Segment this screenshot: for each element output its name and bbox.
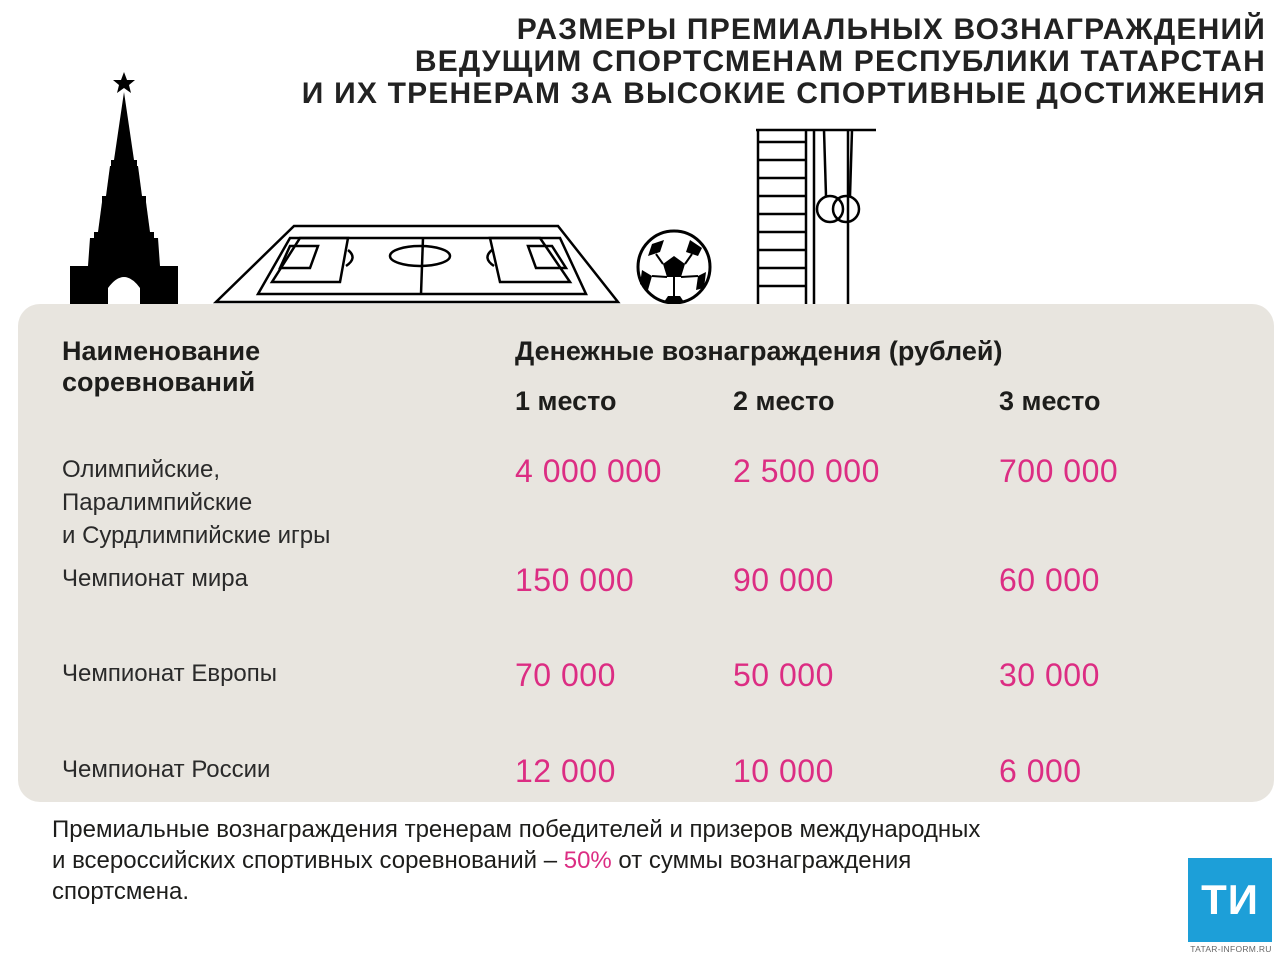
value-russia-2: 10 000 bbox=[733, 753, 834, 789]
wall-bars-rings-icon bbox=[756, 130, 876, 304]
logo-url: TATAR-INFORM.RU bbox=[1190, 944, 1272, 954]
soccer-ball-icon bbox=[638, 231, 710, 303]
value-europe-3: 30 000 bbox=[999, 657, 1100, 693]
value-olympics-1: 4 000 000 bbox=[515, 453, 662, 489]
row-name-world: Чемпионат мира bbox=[62, 565, 248, 592]
value-russia-1: 12 000 bbox=[515, 753, 616, 789]
tatar-inform-logo: ТИ bbox=[1188, 858, 1272, 942]
row-name-russia: Чемпионат России bbox=[62, 756, 271, 783]
header-competition-name: Наименование соревнований bbox=[62, 336, 261, 397]
value-olympics-3: 700 000 bbox=[999, 453, 1119, 489]
value-world-2: 90 000 bbox=[733, 562, 834, 598]
header-place-1: 1 место bbox=[515, 386, 617, 416]
title-line-3: И ИХ ТРЕНЕРАМ ЗА ВЫСОКИЕ СПОРТИВНЫЕ ДОСТИЖЕНИЯ bbox=[301, 77, 1266, 110]
value-world-1: 150 000 bbox=[515, 562, 635, 598]
header-place-2: 2 место bbox=[733, 386, 835, 416]
value-olympics-2: 2 500 000 bbox=[733, 453, 880, 489]
value-world-3: 60 000 bbox=[999, 562, 1100, 598]
header-place-3: 3 место bbox=[999, 386, 1101, 416]
title-line-1: РАЗМЕРЫ ПРЕМИАЛЬНЫХ ВОЗНАГРАЖДЕНИЙ bbox=[516, 13, 1266, 46]
row-name-europe: Чемпионат Европы bbox=[62, 660, 278, 687]
football-field-icon bbox=[216, 226, 618, 302]
coach-reward-note: Премиальные вознаграждения тренерам победителей и призеров международных и всероссийских спортивных соревнований – 50% от суммы вознаграждения спортсмена. bbox=[52, 816, 981, 905]
kremlin-tower-icon bbox=[70, 72, 178, 304]
header-money-rewards: Денежные вознаграждения (рублей) bbox=[515, 336, 1003, 366]
title-line-2: ВЕДУЩИМ СПОРТСМЕНАМ РЕСПУБЛИКИ ТАТАРСТАН bbox=[414, 45, 1266, 78]
sports-illustration bbox=[0, 60, 900, 310]
value-russia-3: 6 000 bbox=[999, 753, 1082, 789]
row-name-olympics: Олимпийские, Паралимпийские и Сурдлимпийские игры bbox=[62, 456, 331, 549]
percentage-highlight: 50% bbox=[563, 847, 612, 874]
value-europe-2: 50 000 bbox=[733, 657, 834, 693]
value-europe-1: 70 000 bbox=[515, 657, 616, 693]
